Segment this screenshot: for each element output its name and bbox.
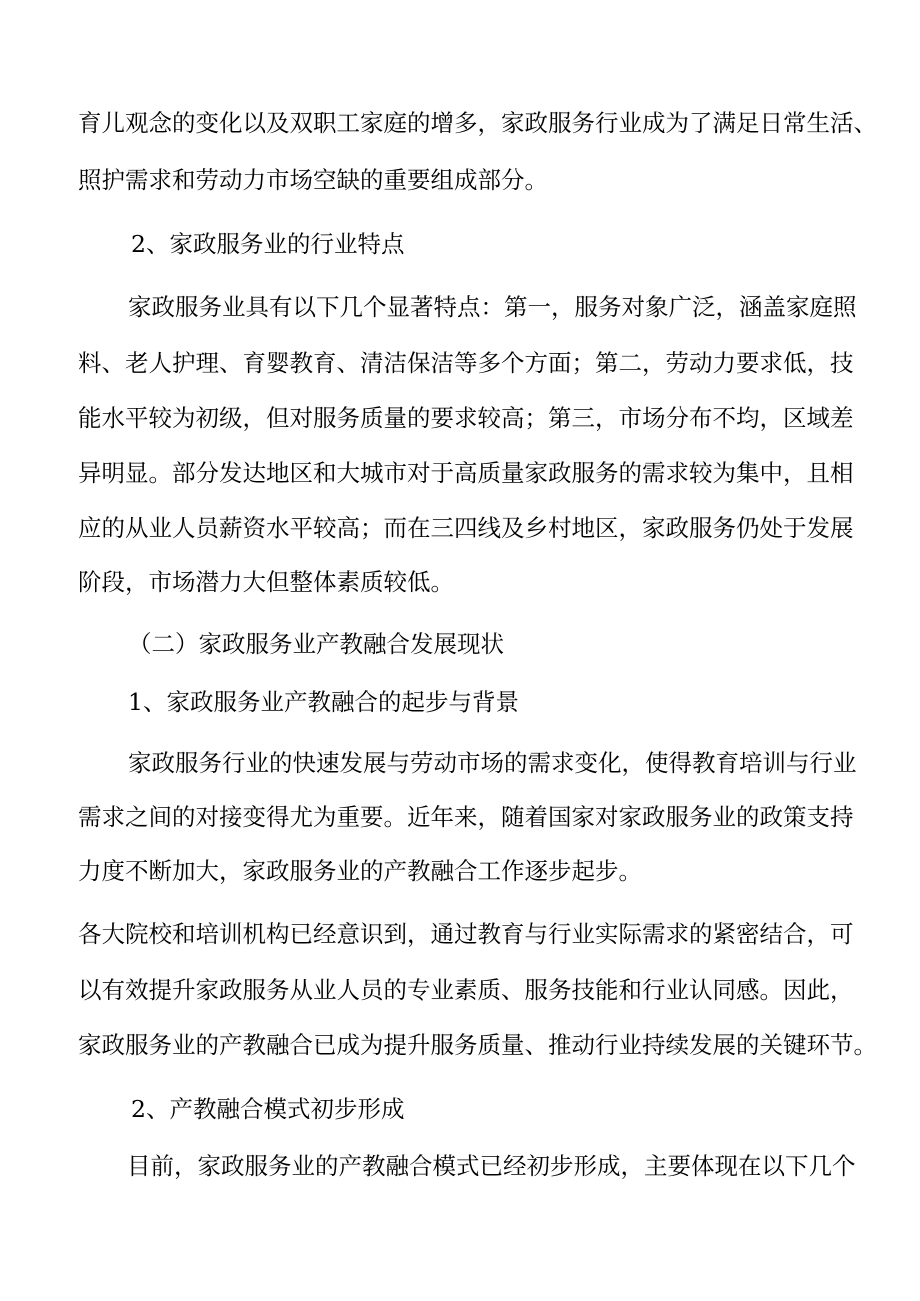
section-heading: （二）家政服务业产教融合发展现状 (128, 630, 504, 658)
text-line: 以有效提升家政服务从业人员的专业素质、服务技能和行业认同感。因此， (78, 976, 854, 1004)
text-line: 异明显。部分发达地区和大城市对于高质量家政服务的需求较为集中，且相 (78, 459, 854, 487)
section-heading: 1、家政服务业产教融合的起步与背景 (128, 688, 519, 716)
text-line: 阶段，市场潜力大但整体素质较低。 (78, 568, 454, 596)
text-line: 各大院校和培训机构已经意识到，通过教育与行业实际需求的紧密结合，可 (78, 920, 854, 948)
section-heading: 2、产教融合模式初步形成 (131, 1095, 405, 1123)
text-line: 家政服务业的产教融合已成为提升服务质量、推动行业持续发展的关键环节。 (78, 1031, 877, 1059)
text-line: 需求之间的对接变得尤为重要。近年来，随着国家对家政服务业的政策支持 (78, 803, 854, 831)
text-line: 料、老人护理、育婴教育、清洁保洁等多个方面；第二，劳动力要求低，技 (78, 349, 854, 377)
text-line: 能水平较为初级，但对服务质量的要求较高；第三，市场分布不均，区域差 (78, 404, 854, 432)
text-line: 育儿观念的变化以及双职工家庭的增多，家政服务行业成为了满足日常生活、 (78, 109, 877, 137)
text-line: 照护需求和劳动力市场空缺的重要组成部分。 (78, 166, 548, 194)
text-line: 目前，家政服务业的产教融合模式已经初步形成，主要体现在以下几个 (127, 1152, 856, 1180)
text-line: 家政服务业具有以下几个显著特点：第一，服务对象广泛，涵盖家庭照 (128, 293, 857, 321)
text-line: 力度不断加大，家政服务业的产教融合工作逐步起步。 (78, 857, 642, 885)
text-line: 应的从业人员薪资水平较高；而在三四线及乡村地区，家政服务仍处于发展 (78, 514, 854, 542)
text-line: 家政服务行业的快速发展与劳动市场的需求变化，使得教育培训与行业 (128, 749, 857, 777)
section-heading: 2、家政服务业的行业特点 (131, 230, 405, 258)
